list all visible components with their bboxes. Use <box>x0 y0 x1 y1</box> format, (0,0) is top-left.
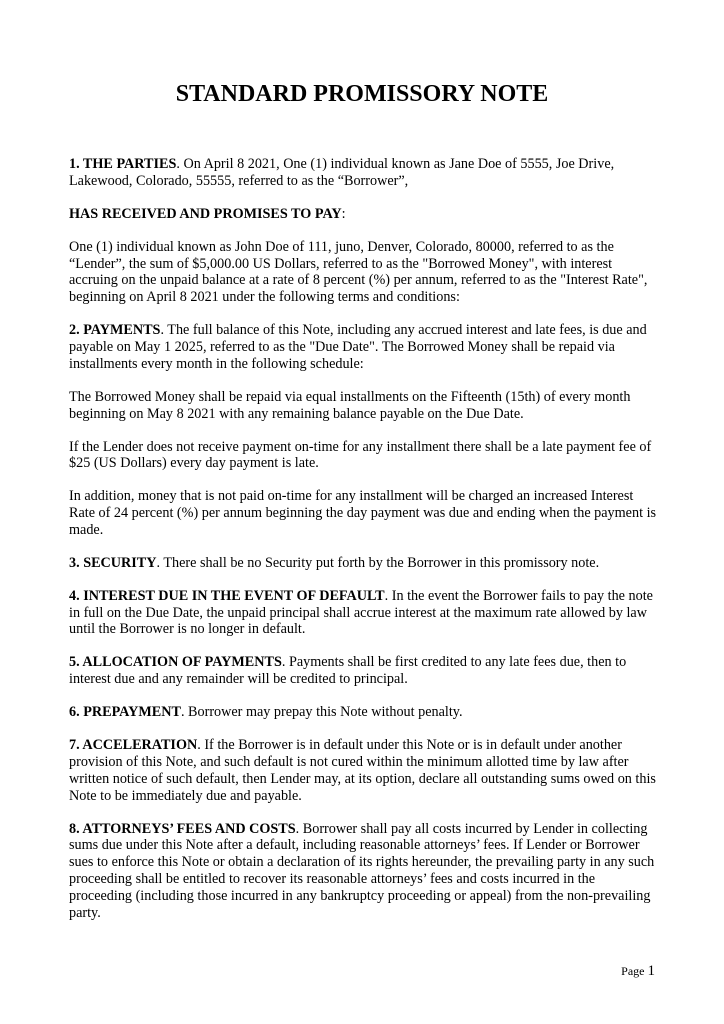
paragraph-payments: 2. PAYMENTS. The full balance of this Note, including any accrued interest and late fees, is due and payable on May 1 2025, referred to as the "Due Date". The Borrowed Money shall be repaid via installments every month in the following schedule: <box>69 322 647 372</box>
section-heading: 8. ATTORNEYS’ FEES AND COSTS <box>69 820 296 837</box>
paragraph-installments <box>69 389 659 423</box>
section-heading: 5. ALLOCATION OF PAYMENTS <box>69 654 282 671</box>
section-heading: 7. ACCELERATION <box>69 737 198 754</box>
page-footer <box>621 961 655 981</box>
section-text: Borrower may prepay this Note without penalty. <box>188 704 463 721</box>
section-text: On April 8 2021, One (1) individual known as Jane Doe of 5555, Joe Drive, Lakewood, Colorado, 55555, referred to as the “Borrower”, <box>69 156 615 189</box>
paragraph-attorneys-fees: 8. ATTORNEYS’ FEES AND COSTS. Borrower shall pay all costs incurred by Lender in collecting sums due under this Note after a default, including reasonable attorneys’ fees. If Lender or Borrower sues to enforce this Note or obtain a declaration of its rights hereunder, the prevailing party in any such proceeding shall be entitled to recover its reasonable attorneys’ fees and costs incurred in the proceeding (including those incurred in any bankruptcy proceeding or appeal) from the non-prevailing party. <box>69 820 655 921</box>
paragraph-parties: 1. THE PARTIES. On April 8 2021, One (1) individual known as Jane Doe of 5555, Joe Drive, Lakewood, Colorado, 55555, referred to as the “Borrower”, <box>69 156 615 189</box>
section-text: If the Borrower is in default under this Note or is in default under another provision of this Note, and such default is not cured within the minimum allotted time by law after written notice of such default, then Lender may, at its option, declare all outstanding sums owed on this Note to be immediately due and payable. <box>69 737 656 804</box>
section-text: The Borrowed Money shall be repaid via equal installments on the Fifteenth (15th) of every month beginning on May 8 2021 with any remaining balance payable on the Due Date. <box>69 388 631 422</box>
page-label: Page <box>621 964 645 978</box>
section-text: The full balance of this Note, including any accrued interest and late fees, is due and payable on May 1 2025, referred to as the "Due Date". The Borrowed Money shall be repaid via installments every month in the following schedule: <box>69 322 647 372</box>
paragraph-promise: HAS RECEIVED AND PROMISES TO PAY: <box>69 205 346 222</box>
paragraph-increased-rate <box>69 488 659 538</box>
section-text: Borrower shall pay all costs incurred by Lender in collecting sums due under this Note after a default, including reasonable attorneys’ fees. If Lender or Borrower sues to enforce this Note or obtain a declaration of its rights hereunder, the prevailing party in any such proceeding shall be entitled to recover its reasonable attorneys’ fees and costs incurred in the proceeding (including those incurred in any bankruptcy proceeding or appeal) from the non-prevailing party. <box>69 820 655 921</box>
paragraph-default-interest: 4. INTEREST DUE IN THE EVENT OF DEFAULT. In the event the Borrower fails to pay the note in full on the Due Date, the unpaid principal shall accrue interest at the maximum rate allowed by law until the Borrower is no longer in default. <box>69 587 653 638</box>
paragraph-allocation: 5. ALLOCATION OF PAYMENTS. Payments shall be first credited to any late fees due, then to interest due and any remainder will be credited to principal. <box>69 654 627 688</box>
page-number: 1 <box>647 963 655 979</box>
section-text: There shall be no Security put forth by the Borrower in this promissory note. <box>163 554 600 571</box>
section-heading: 4. INTEREST DUE IN THE EVENT OF DEFAULT <box>69 587 385 604</box>
section-heading: 3. SECURITY <box>69 554 157 571</box>
section-heading: HAS RECEIVED AND PROMISES TO PAY <box>69 205 342 222</box>
document-body <box>69 156 659 938</box>
section-text: If the Lender does not receive payment on-time for any installment there shall be a late payment fee of $25 (US Dollars) every day payment is late. <box>69 438 652 472</box>
section-heading: 6. PREPAYMENT <box>69 704 181 721</box>
section-heading: 2. PAYMENTS <box>69 322 161 339</box>
section-text: In the event the Borrower fails to pay the note in full on the Due Date, the unpaid principal shall accrue interest at the maximum rate allowed by law until the Borrower is no longer in default. <box>69 587 653 638</box>
section-text: In addition, money that is not paid on-time for any installment will be charged an increased Interest Rate of 24 percent (%) per annum beginning the day payment was due and ending when the payment is made. <box>69 488 657 538</box>
paragraph-security: 3. SECURITY. There shall be no Security put forth by the Borrower in this promissory note. <box>69 554 600 571</box>
section-text: Payments shall be first credited to any late fees due, then to interest due and any remainder will be credited to principal. <box>69 654 627 688</box>
document-title: STANDARD PROMISSORY NOTE <box>175 81 549 107</box>
paragraph-prepayment: 6. PREPAYMENT. Borrower may prepay this Note without penalty. <box>69 704 463 721</box>
section-heading: 1. THE PARTIES <box>69 156 177 172</box>
section-text: One (1) individual known as John Doe of 111, juno, Denver, Colorado, 80000, referred to as the “Lender”, the sum of $5,000.00 US Dollars, referred to as the "Borrowed Money", with interest accruing on the unpaid balance at a rate of 8 percent (%) per annum, referred to as the "Interest Rate", beginning on April 8 2021 under the following terms and conditions: <box>69 238 648 306</box>
paragraph-late-fee <box>69 439 659 473</box>
paragraph-acceleration: 7. ACCELERATION. If the Borrower is in default under this Note or is in default under another provision of this Note, and such default is not cured within the minimum allotted time by law after written notice of such default, then Lender may, at its option, declare all outstanding sums owed on this Note to be immediately due and payable. <box>69 737 656 804</box>
paragraph-lender <box>69 239 659 306</box>
